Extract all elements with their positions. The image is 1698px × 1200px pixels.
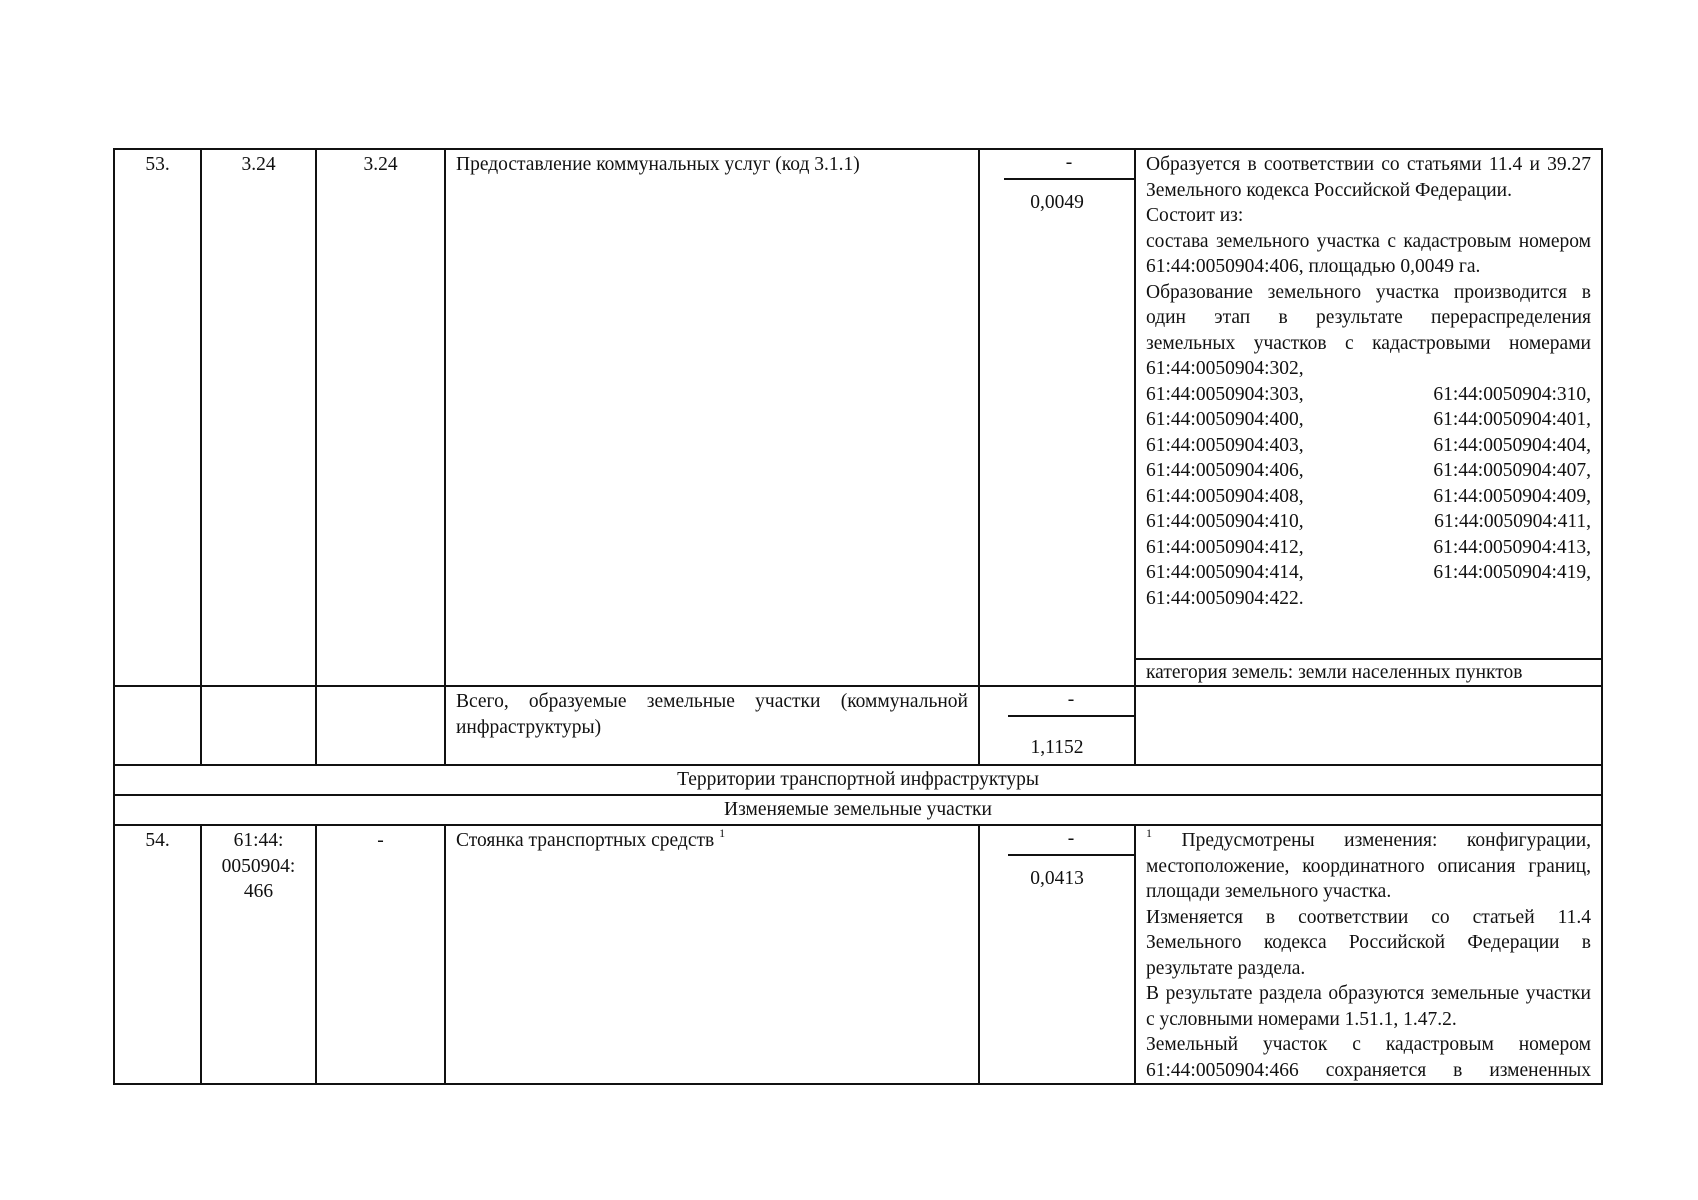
plot-number — [202, 826, 317, 1083]
description-paragraph: Земельный участок с кадастровым номером 61:44:0050904:466 сохраняется в измененных — [1146, 1034, 1591, 1081]
cadastral-pair — [1146, 484, 1591, 510]
permitted-use: Предоставление коммунальных услуг (код 3.1.1) — [446, 150, 980, 685]
description-paragraph: Изменяется в соответствии со статьей 11.4 Земельного кодекса Российской Федерации в результате раздела. — [1146, 906, 1591, 979]
footnote-paragraph — [1146, 825, 1592, 905]
plot-number: 3.24 — [202, 150, 317, 685]
area-formed: 0,0049 — [1030, 192, 1084, 213]
cadastral-number: 61:44:0050904:406, — [1146, 460, 1304, 481]
plot-conditional-number: 3.24 — [317, 150, 446, 685]
permitted-use — [446, 826, 980, 1083]
section-header-row — [115, 766, 1601, 796]
total-row — [115, 687, 1601, 766]
description-text — [1136, 826, 1601, 1083]
section-title: Территории транспортной инфраструктуры — [677, 769, 1039, 790]
cadastral-number: 61:44:0050904:414, — [1146, 562, 1304, 583]
cadastral-number: 61:44:0050904:310, — [1433, 383, 1591, 405]
table-row — [115, 826, 1601, 1083]
empty-cell — [202, 687, 317, 764]
cadastral-number: 61:44:0050904:410, — [1146, 511, 1304, 532]
cadastral-pair — [1146, 458, 1591, 484]
cadastral-number: 61:44:0050904:303, — [1146, 383, 1304, 405]
section-subtitle: Изменяемые земельные участки — [724, 799, 992, 820]
total-area-existing: - — [1008, 687, 1134, 717]
total-area-formed: 1,1152 — [1030, 737, 1084, 758]
total-area-cell — [980, 687, 1136, 764]
description-cell — [1136, 826, 1601, 1083]
cadastral-number: 61:44:0050904:404, — [1433, 434, 1591, 456]
description-paragraph: Образование земельного участка производится в один этап в результате перераспределения земельных участков с кадастровыми номерами 61:44:0050904:302, — [1146, 281, 1591, 379]
footnote-mark: 1 — [719, 825, 726, 840]
cadastral-number: 61:44:0050904:411, — [1434, 511, 1591, 532]
cadastral-pair — [1146, 382, 1591, 408]
cadastral-number: 61:44:0050904:412, — [1146, 536, 1304, 558]
cadastral-pair — [1146, 433, 1591, 459]
cadastral-number: 61:44:0050904:413, — [1433, 536, 1591, 558]
land-category: категория земель: земли населенных пунктов — [1136, 658, 1601, 685]
cadastral-number: 61:44:0050904:403, — [1146, 434, 1304, 456]
plot-number-line: 61:44: — [233, 830, 284, 851]
area-cell — [980, 150, 1136, 685]
empty-cell — [115, 687, 202, 764]
total-label: Всего, образуемые земельные участки (коммунальной инфраструктуры) — [446, 687, 980, 764]
description-paragraph: Образуется в соответствии со статьями 11.4 и 39.27 Земельного кодекса Российской Федерации. — [1146, 154, 1591, 201]
plot-number-line: 0050904: — [221, 855, 296, 877]
plot-conditional-number: - — [317, 826, 446, 1083]
area-existing: - — [1008, 826, 1134, 856]
footnote-mark: 1 — [1146, 825, 1152, 840]
description-paragraph: В результате раздела образуются земельные участки с условными номерами 1.51.1, 1.47.2. — [1146, 983, 1591, 1030]
table-row — [115, 150, 1601, 687]
row-number: 54. — [115, 826, 202, 1083]
empty-cell — [317, 687, 446, 764]
cadastral-pair — [1146, 509, 1591, 535]
cadastral-pair — [1146, 407, 1591, 433]
land-plots-table — [113, 148, 1603, 1085]
cadastral-pair — [1146, 535, 1591, 561]
cadastral-number: 61:44:0050904:400, — [1146, 409, 1304, 430]
area-formed: 0,0413 — [1030, 868, 1084, 889]
row-number: 53. — [115, 150, 202, 685]
description-cell — [1136, 150, 1601, 685]
cadastral-number: 61:44:0050904:407, — [1433, 460, 1591, 481]
area-cell — [980, 826, 1136, 1083]
cadastral-number: 61:44:0050904:409, — [1433, 485, 1591, 507]
area-existing: - — [1004, 150, 1134, 180]
section-header-row — [115, 796, 1601, 826]
cadastral-number: 61:44:0050904:408, — [1146, 485, 1304, 507]
cadastral-number: 61:44:0050904:419, — [1433, 562, 1591, 583]
empty-cell — [1136, 687, 1601, 764]
footnote-text: Предусмотрены изменения: конфигурации, местоположение, координатного описания границ, площади земельного участка. — [1146, 830, 1592, 902]
description-text — [1136, 150, 1601, 658]
permitted-use-text: Стоянка транспортных средств — [456, 830, 715, 851]
description-paragraph: Состоит из: — [1146, 205, 1244, 226]
cadastral-number-last: 61:44:0050904:422. — [1146, 587, 1304, 609]
cadastral-number: 61:44:0050904:401, — [1433, 409, 1591, 430]
description-paragraph: состава земельного участка с кадастровым номером 61:44:0050904:406, площадью 0,0049 га. — [1146, 230, 1591, 277]
plot-number-line: 466 — [243, 881, 274, 902]
cadastral-pair — [1146, 560, 1591, 586]
